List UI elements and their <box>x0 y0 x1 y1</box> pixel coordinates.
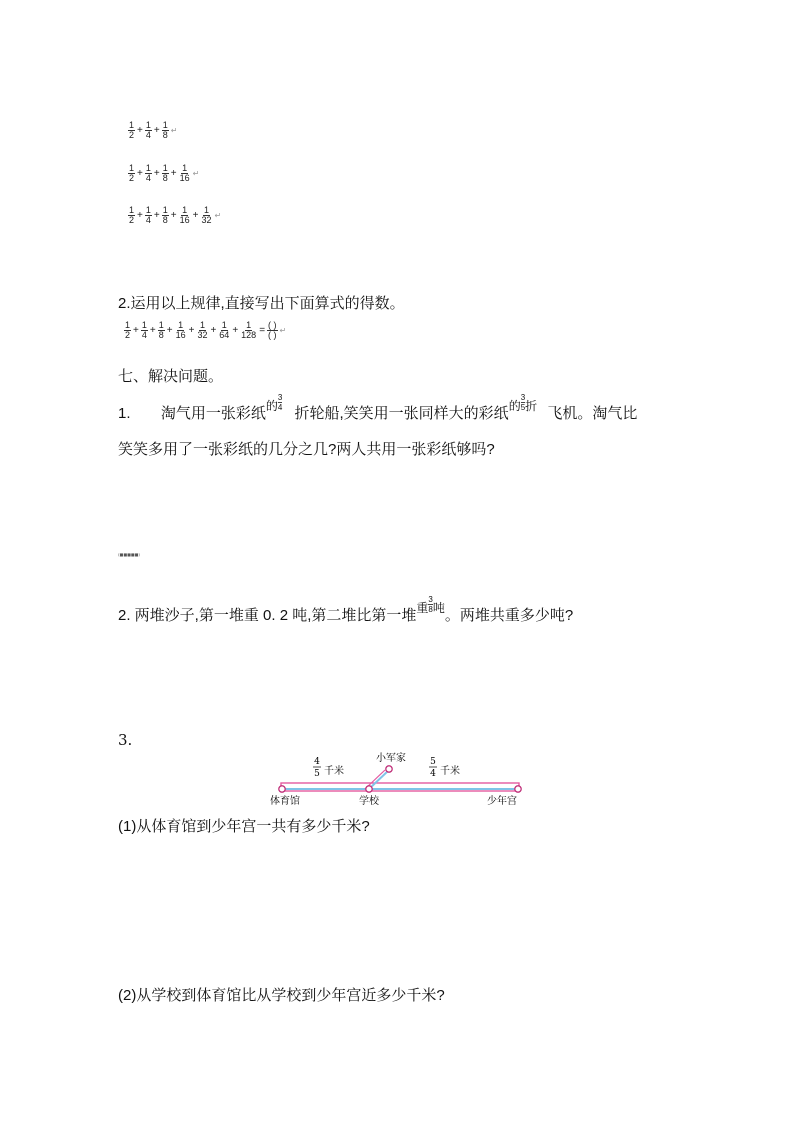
left-dist-num: 4 <box>314 757 320 767</box>
school-point <box>366 786 372 792</box>
fraction-1-2: $\frac{1}{2}$ <box>129 120 135 140</box>
fraction-1-4: $\frac{1}{4}$ <box>145 163 151 183</box>
plus-sign: + <box>170 168 177 179</box>
plus-sign: + <box>170 210 177 221</box>
fraction-1-2: $\frac{1}{2}$ <box>125 320 131 340</box>
plus-sign: + <box>153 210 160 221</box>
plus-sign: + <box>137 210 143 221</box>
pattern-3 <box>127 206 221 225</box>
plus-sign: + <box>137 168 143 179</box>
fraction-1-8: $\frac{1}{8}$ <box>162 205 168 225</box>
plus-sign: + <box>149 325 156 336</box>
plus-sign: + <box>153 168 160 179</box>
fraction-1-16: $\frac{1}{16}$ <box>175 320 186 340</box>
home-point <box>386 766 392 772</box>
return-mark: ↵ <box>279 326 287 335</box>
fraction-1-2: $\frac{1}{2}$ <box>129 163 135 183</box>
problem-1-de-2: 的 <box>508 399 521 413</box>
fraction-1-4: $\frac{1}{4}$ <box>145 205 151 225</box>
problem-2-text-b: 。两堆共重多少吨? <box>444 607 574 624</box>
left-dist-unit: 千米 <box>324 766 344 777</box>
gym-point <box>279 786 285 792</box>
gym-label: 体育馆 <box>270 796 300 807</box>
fraction-1-8: $\frac{1}{8}$ <box>162 163 168 183</box>
section-title: 七、解决问题。 <box>118 368 224 385</box>
fraction-1-16: $\frac{1}{16}$ <box>179 163 190 183</box>
problem-1-text-c: 折轮船,笑笑用一张同样大的彩纸 <box>294 405 509 422</box>
palace-label: 少年宫 <box>487 796 517 807</box>
fraction-1-64: $\frac{1}{64}$ <box>219 320 230 340</box>
fraction-1-32: $\frac{1}{32}$ <box>201 205 212 225</box>
plus-sign: + <box>133 325 139 336</box>
return-mark: ↵ <box>170 126 178 135</box>
fraction-3-8: $\frac{3}{8}$ <box>428 595 433 614</box>
problem-1-de-1: 的 <box>265 399 278 413</box>
fraction-1-4: $\frac{1}{4}$ <box>141 320 147 340</box>
pattern-1 <box>127 121 177 140</box>
problem-2-dun: 吨 <box>432 601 445 615</box>
fraction-1-32: $\frac{1}{32}$ <box>197 320 208 340</box>
plus-sign: + <box>137 125 143 136</box>
right-dist-den: 4 <box>430 769 436 779</box>
problem-2-text-a: 2. 两堆沙子,第一堆重 0. 2 吨,第二堆比第一堆 <box>118 607 417 624</box>
problem-1-text-a: 淘气用一张彩纸 <box>160 405 266 422</box>
problem-3-sub-1: (1)从体育馆到少年宫一共有多少千米? <box>118 818 370 835</box>
fraction-3-4: $\frac{3}{4}$ <box>277 393 283 412</box>
problem-1-line-1 <box>118 393 638 423</box>
branch-line <box>369 770 389 789</box>
route-diagram <box>265 748 535 812</box>
fraction-1-128: $\frac{1}{128}$ <box>241 320 257 340</box>
fraction-3-5: $\frac{3}{5}$ <box>520 393 526 412</box>
home-label: 小军家 <box>376 753 406 764</box>
answer-blank[interactable]: $\frac{( )}{( )}$ <box>268 320 277 340</box>
plus-sign: + <box>192 210 199 221</box>
right-dist-num: 5 <box>430 757 436 767</box>
school-label: 学校 <box>359 796 379 807</box>
problem-2-zhong: 重 <box>416 601 429 615</box>
return-mark: ↵ <box>192 169 200 178</box>
palace-point <box>515 786 521 792</box>
problem-1-zhe: 折 <box>525 399 538 413</box>
plus-sign: + <box>188 325 195 336</box>
fraction-1-8: $\frac{1}{8}$ <box>158 320 164 340</box>
fraction-1-16: $\frac{1}{16}$ <box>179 205 190 225</box>
pattern-2 <box>127 164 199 183</box>
fraction-1-8: $\frac{1}{8}$ <box>162 120 168 140</box>
plus-sign: + <box>166 325 173 336</box>
right-dist-unit: 千米 <box>440 766 460 777</box>
problem-1-text-f: 飞机。淘气比 <box>547 405 638 422</box>
plus-sign: + <box>210 325 217 336</box>
problem-1-number: 1. <box>118 405 131 422</box>
problem-1-line-2: 笑笑多用了一张彩纸的几分之几?两人共用一张彩纸够吗? <box>118 441 495 458</box>
plus-sign: + <box>232 325 239 336</box>
problem-3-number: 3. <box>118 731 133 749</box>
fraction-1-2: $\frac{1}{2}$ <box>129 205 135 225</box>
q2-label: 2. <box>118 295 131 312</box>
q2-text: 运用以上规律,直接写出下面算式的得数。 <box>130 295 405 312</box>
problem-3-sub-2: (2)从学校到体育馆比从学校到少年宫近多少千米? <box>118 987 445 1004</box>
problem-2 <box>118 595 574 625</box>
equals-sign: = <box>259 325 266 336</box>
left-dist-den: 5 <box>314 769 320 779</box>
tiny-note: (■■■■■) <box>118 552 141 557</box>
q2-heading <box>118 292 405 313</box>
q2-expression <box>123 321 286 340</box>
plus-sign: + <box>153 125 160 136</box>
fraction-1-4: $\frac{1}{4}$ <box>145 120 151 140</box>
return-mark: ↵ <box>214 211 222 220</box>
